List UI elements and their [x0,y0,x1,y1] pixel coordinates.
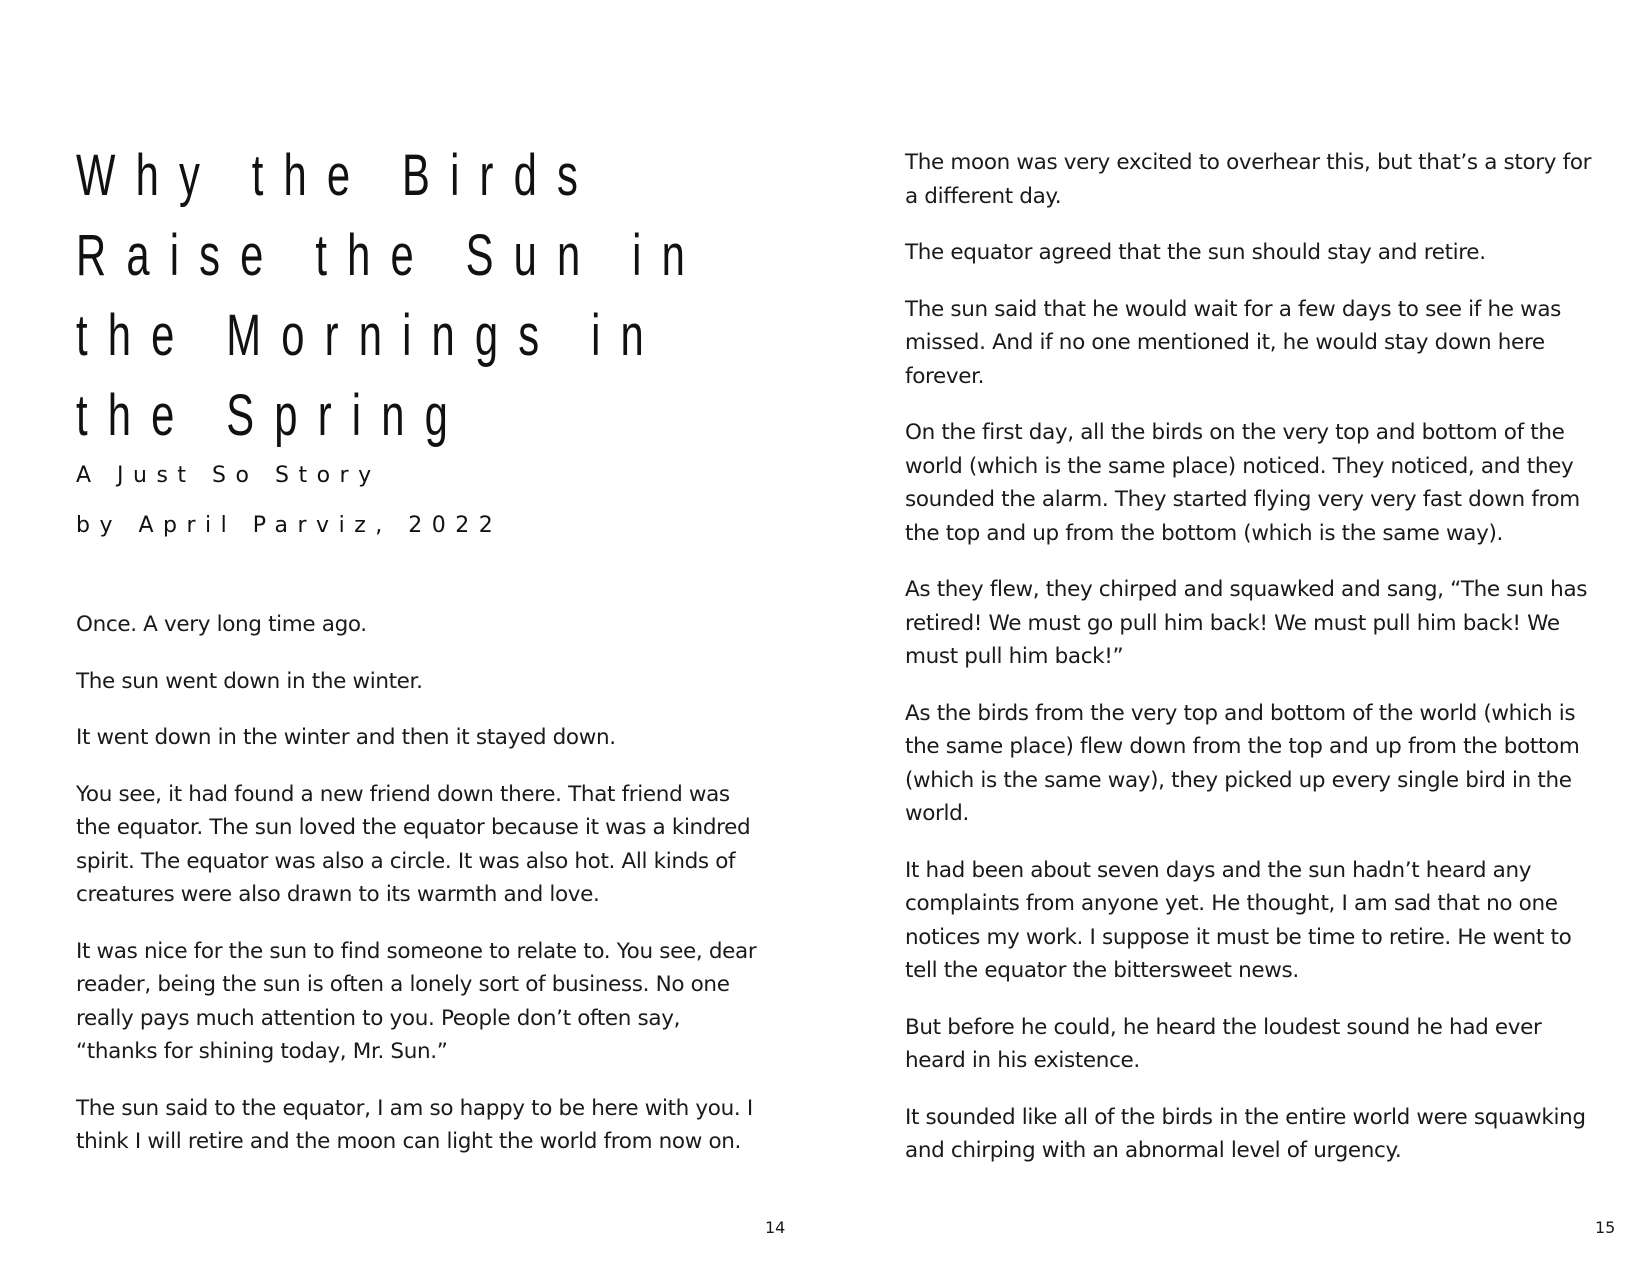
page-number: 15 [1595,1218,1616,1237]
page-number: 14 [765,1218,786,1237]
paragraph: The sun went down in the winter. [76,668,423,694]
paragraph: The sun said that he would wait for a few days to see if he was missed. And if no one mentioned it, he would stay down here forever. [905,296,1562,389]
paragraph: The moon was very excited to overhear this, but that’s a story for a different day. [905,150,1592,209]
paragraph: As they flew, they chirped and squawked and sang, “The sun has retired! We must go pull him back! We must pull him back! We must pull him back!” [905,577,1588,669]
story-title [76,136,705,456]
title-line: the Spring [76,383,468,448]
paragraph: It sounded like all of the birds in the entire world were squawking and chirping with an abnormal level of urgency. [905,1104,1586,1163]
paragraph: Once. A very long time ago. [76,612,367,637]
paragraph: You see, it had found a new friend down there. That friend was the equator. The sun loved the equator because it was a kindred spirit. The equator was also a circle. It was also hot. All kinds of creatures were also drawn to its warmth and love. [76,781,751,907]
right-page [825,0,1650,1275]
paragraph: It had been about seven days and the sun hadn’t heard any complaints from anyone yet. He thought, I am sad that no one notices my work. I suppose it must be time to retire. He went to tell the equator the bittersweet news. [905,857,1572,983]
paragraph: The sun said to the equator, I am so happy to be here with you. I think I will retire and the moon can light the world from now on. [76,1095,753,1154]
title-line: Raise the Sun in [76,223,705,288]
paragraph: As the birds from the very top and bottom of the world (which is the same place) flew down from the top and up from the bottom (which is the same way), they picked up every single bird in the world. [905,700,1580,826]
paragraph: It was nice for the sun to find someone to relate to. You see, dear reader, being the sun is often a lonely sort of business. No one really pays much attention to you. People don’t often say, “thanks for shining today, Mr. Sun.” [76,938,757,1064]
paragraph: The equator agreed that the sun should stay and retire. [905,240,1486,265]
right-body-text [905,146,1605,1191]
paragraph: But before he could, he heard the loudest sound he had ever heard in his existence. [905,1014,1542,1073]
left-body-text [76,608,764,1182]
title-line: the Mornings in [76,303,664,368]
paragraph: It went down in the winter and then it stayed down. [76,725,616,750]
paragraph: On the first day, all the birds on the very top and bottom of the world (which is the same place) noticed. They noticed, and they sounded the alarm. They started flying very very fast down from the top and up from the bottom (which is the same way). [905,420,1580,546]
title-line: Why the Birds [76,143,598,208]
story-subtitle: A Just So Story [76,463,381,488]
author-byline: by April Parviz, 2022 [76,513,503,538]
